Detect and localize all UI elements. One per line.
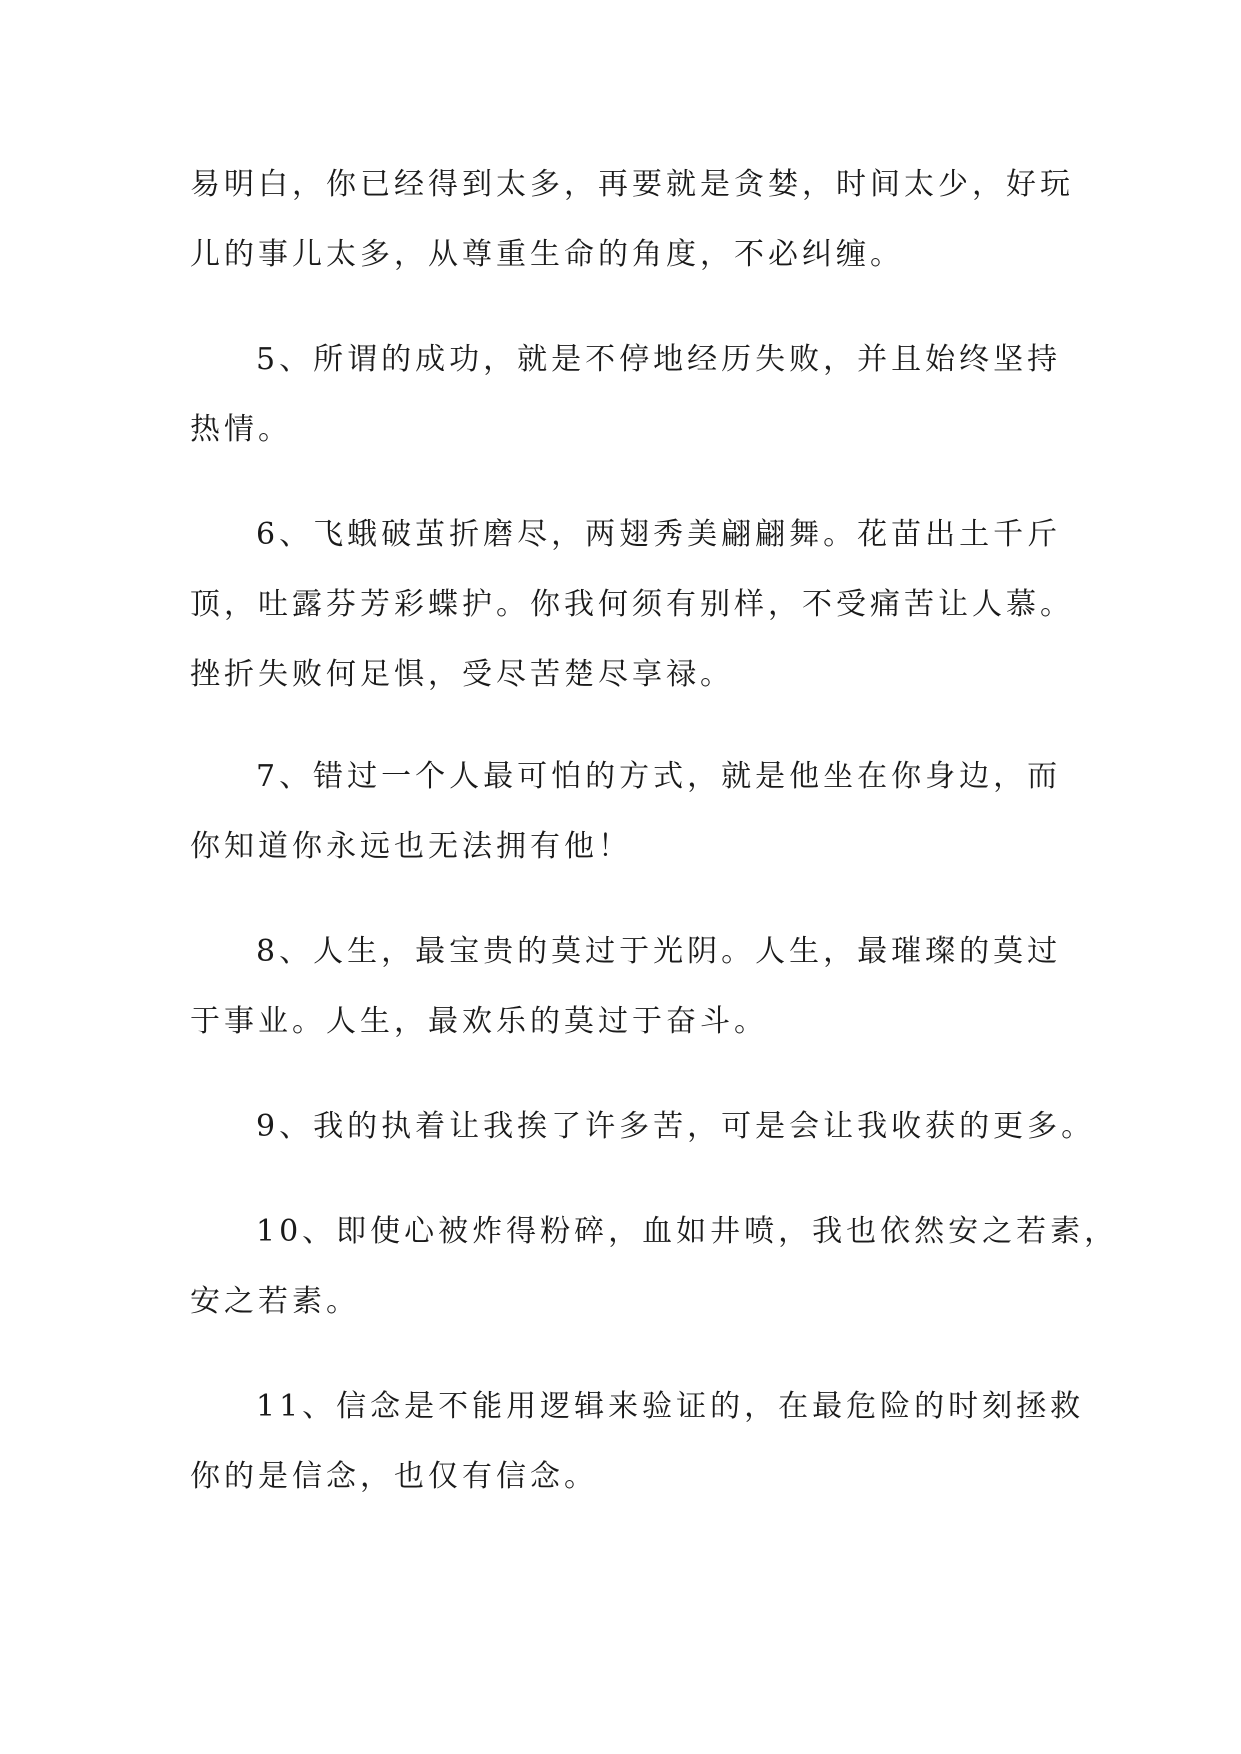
paragraph-line: 儿的事儿太多，从尊重生命的角度，不必纠缠。 (190, 237, 904, 272)
paragraph-line: 6、飞蛾破茧折磨尽，两翅秀美翩翩舞。花苗出土千斤 (256, 517, 1062, 552)
paragraph-line: 11、信念是不能用逻辑来验证的，在最危险的时刻拯救 (256, 1389, 1085, 1424)
paragraph-line: 易明白，你已经得到太多，再要就是贪婪，时间太少，好玩 (190, 167, 1074, 202)
paragraph-line: 7、错过一个人最可怕的方式，就是他坐在你身边，而 (256, 759, 1062, 794)
paragraph-item-6 (190, 500, 1074, 710)
paragraph-item-11 (190, 1372, 1085, 1512)
paragraph-line: 顶，吐露芬芳彩蝶护。你我何须有别样，不受痛苦让人慕。 (190, 587, 1074, 622)
paragraph-line: 8、人生，最宝贵的莫过于光阴。人生，最璀璨的莫过 (256, 934, 1062, 969)
paragraph-line: 安之若素。 (190, 1284, 360, 1319)
paragraph-item-5 (190, 325, 1070, 465)
paragraph-line: 9、我的执着让我挨了许多苦，可是会让我收获的更多。 (256, 1109, 1096, 1144)
paragraph-line: 挫折失败何足惧，受尽苦楚尽享禄。 (190, 657, 734, 692)
paragraph-line: 10、即使心被炸得粉碎，血如井喷，我也依然安之若素， (256, 1214, 1119, 1249)
paragraph-line: 你知道你永远也无法拥有他！ (190, 829, 632, 864)
paragraph-item-9 (190, 1092, 1096, 1162)
paragraph-line: 5、所谓的成功，就是不停地经历失败，并且始终坚持 (256, 342, 1062, 377)
paragraph-item-7 (190, 742, 1070, 882)
paragraph-item-8 (190, 917, 1070, 1057)
paragraph-line: 于事业。人生，最欢乐的莫过于奋斗。 (190, 1004, 768, 1039)
paragraph-line: 热情。 (190, 412, 292, 447)
paragraph-line: 你的是信念，也仅有信念。 (190, 1459, 598, 1494)
paragraph-continued (190, 150, 1074, 290)
paragraph-item-10 (190, 1197, 1119, 1337)
